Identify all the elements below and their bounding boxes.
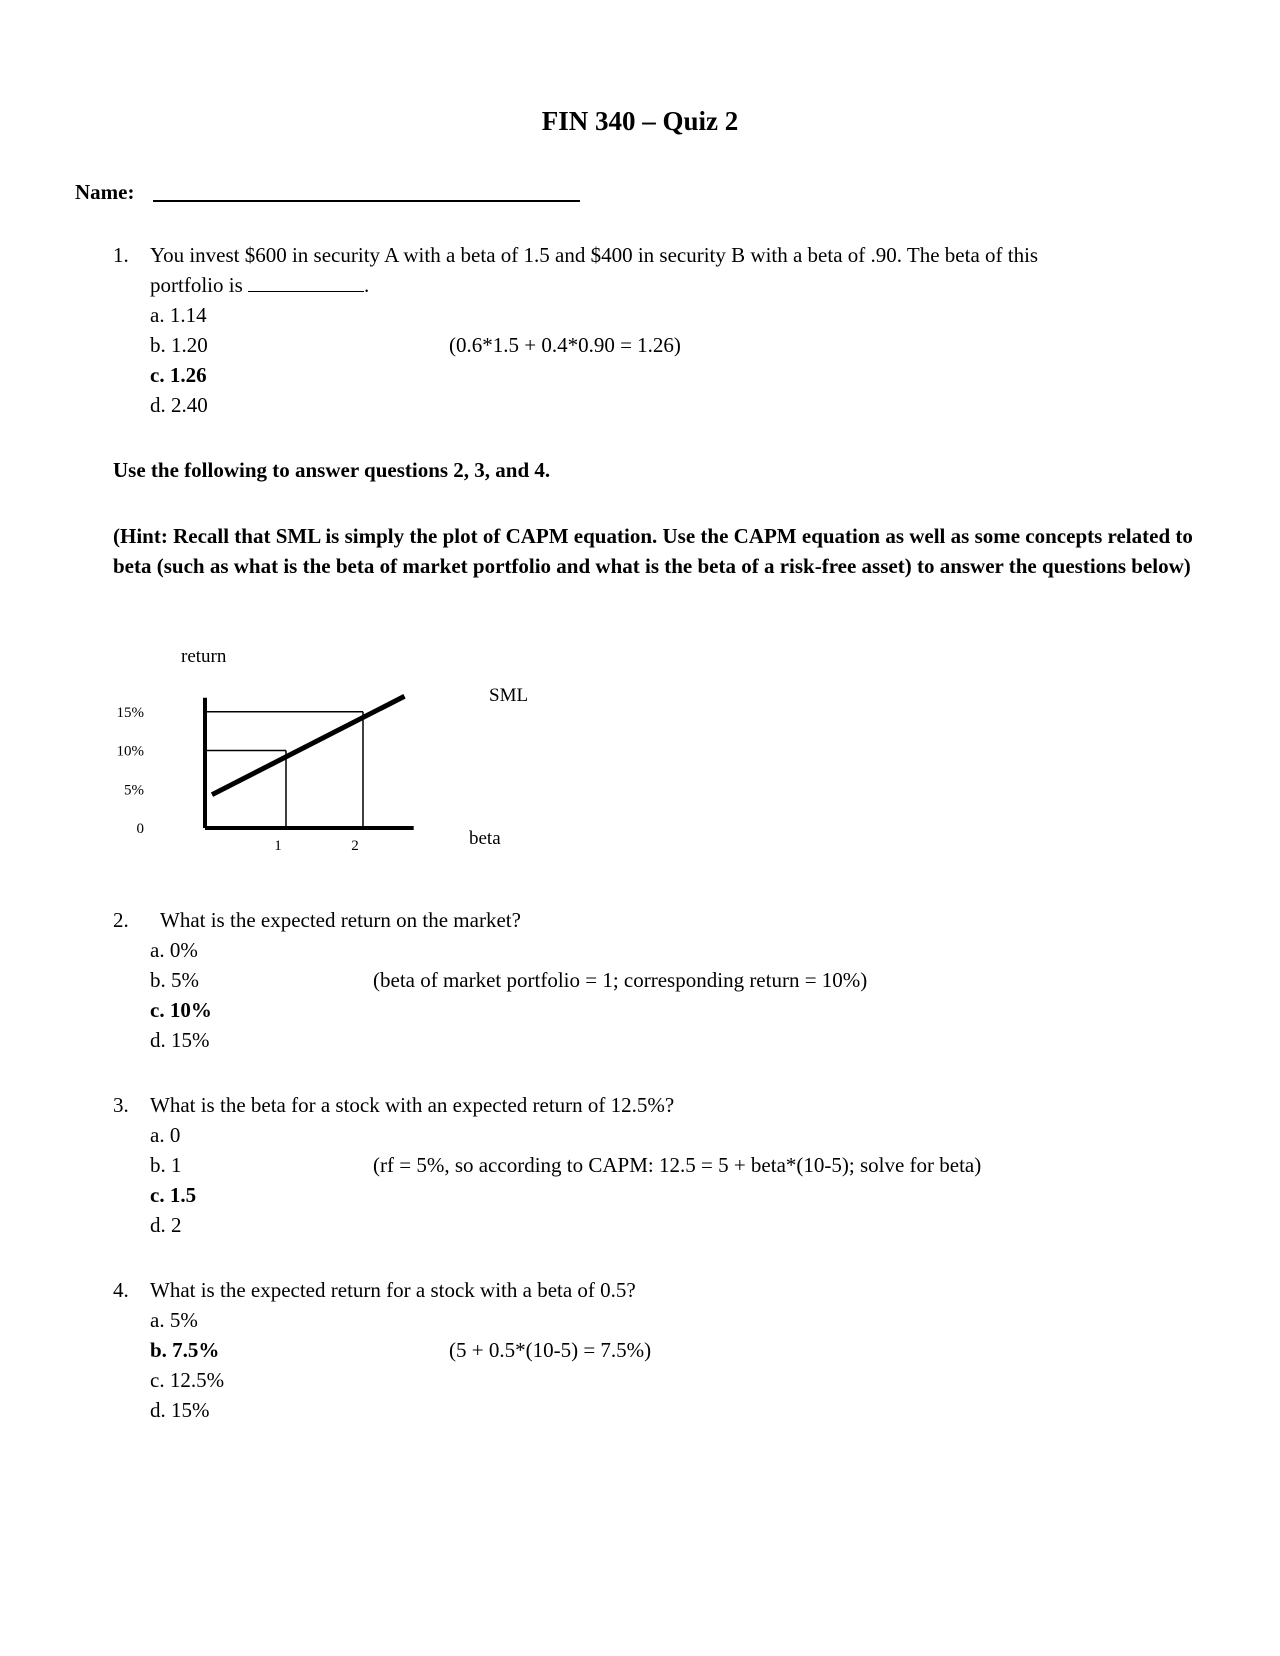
q4-explanation: (5 + 0.5*(10-5) = 7.5%) (449, 1338, 652, 1362)
q4-option-a: a. 5% (150, 1308, 198, 1332)
q3-explanation: (rf = 5%, so according to CAPM: 12.5 = 5 + beta*(10-5); solve for beta) (373, 1153, 982, 1177)
y-axis-label: return (181, 646, 227, 667)
sml-chart (0, 630, 560, 860)
q4-option-c: c. 12.5% (150, 1368, 225, 1392)
q1-text-cont (150, 270, 369, 300)
q1-explanation: (0.6*1.5 + 0.4*0.90 = 1.26) (449, 333, 681, 357)
q4-text: What is the expected return for a stock with a beta of 0.5? (150, 1278, 636, 1302)
q3-option-c: c. 1.5 (150, 1183, 197, 1207)
q3-option-a: a. 0 (150, 1123, 181, 1147)
q2-explanation: (beta of market portfolio = 1; corresponding return = 10%) (373, 968, 868, 992)
q1-option-c: c. 1.26 (150, 363, 207, 387)
q1-number: 1. (113, 243, 129, 267)
q2-option-c: c. 10% (150, 998, 212, 1022)
y-tick-label: 5% (124, 782, 144, 799)
q1-text-end: . (364, 273, 370, 297)
q2-option-a: a. 0% (150, 938, 198, 962)
q1-answer-blank (248, 273, 364, 292)
q4-number: 4. (113, 1278, 129, 1302)
q4-option-b: b. 7.5% (150, 1338, 220, 1362)
q1-option-a: a. 1.14 (150, 303, 207, 327)
x-tick-label: 2 (351, 838, 359, 854)
x-tick-label: 1 (274, 838, 282, 854)
q1-option-d: d. 2.40 (150, 393, 208, 417)
q2-number: 2. (113, 908, 129, 932)
hint-text: (Hint: Recall that SML is simply the plot of CAPM equation. Use the CAPM equation as well as some concepts related to beta (such as what is the beta of market portfolio and what is the beta of a risk-free asset) to answer the questions below) (113, 524, 1193, 578)
q2-text: What is the expected return on the market? (160, 908, 521, 932)
q4-option-d: d. 15% (150, 1398, 210, 1422)
q3-option-d: d. 2 (150, 1213, 182, 1237)
y-tick-label: 0 (136, 821, 144, 837)
instruction-text: Use the following to answer questions 2, 3, and 4. (113, 458, 551, 482)
q2-option-d: d. 15% (150, 1028, 210, 1052)
y-tick-label: 10% (116, 743, 144, 760)
q3-number: 3. (113, 1093, 129, 1117)
page-title: FIN 340 – Quiz 2 (541, 106, 739, 136)
name-field-line[interactable] (153, 200, 580, 202)
y-tick-label: 15% (116, 704, 144, 721)
q1-option-b: b. 1.20 (150, 333, 208, 357)
q1-text-line1: You invest $600 in security A with a beta of 1.5 and $400 in security B with a beta of .90. The beta of this (150, 243, 1039, 267)
q1-text (150, 240, 1038, 270)
q1-text-line2: portfolio is (150, 273, 243, 297)
q3-option-b: b. 1 (150, 1153, 182, 1177)
sml-label: SML (489, 685, 529, 706)
q3-text: What is the beta for a stock with an expected return of 12.5%? (150, 1093, 675, 1117)
x-axis-label: beta (469, 828, 501, 849)
name-label: Name: (75, 180, 135, 204)
q2-option-b: b. 5% (150, 968, 199, 992)
